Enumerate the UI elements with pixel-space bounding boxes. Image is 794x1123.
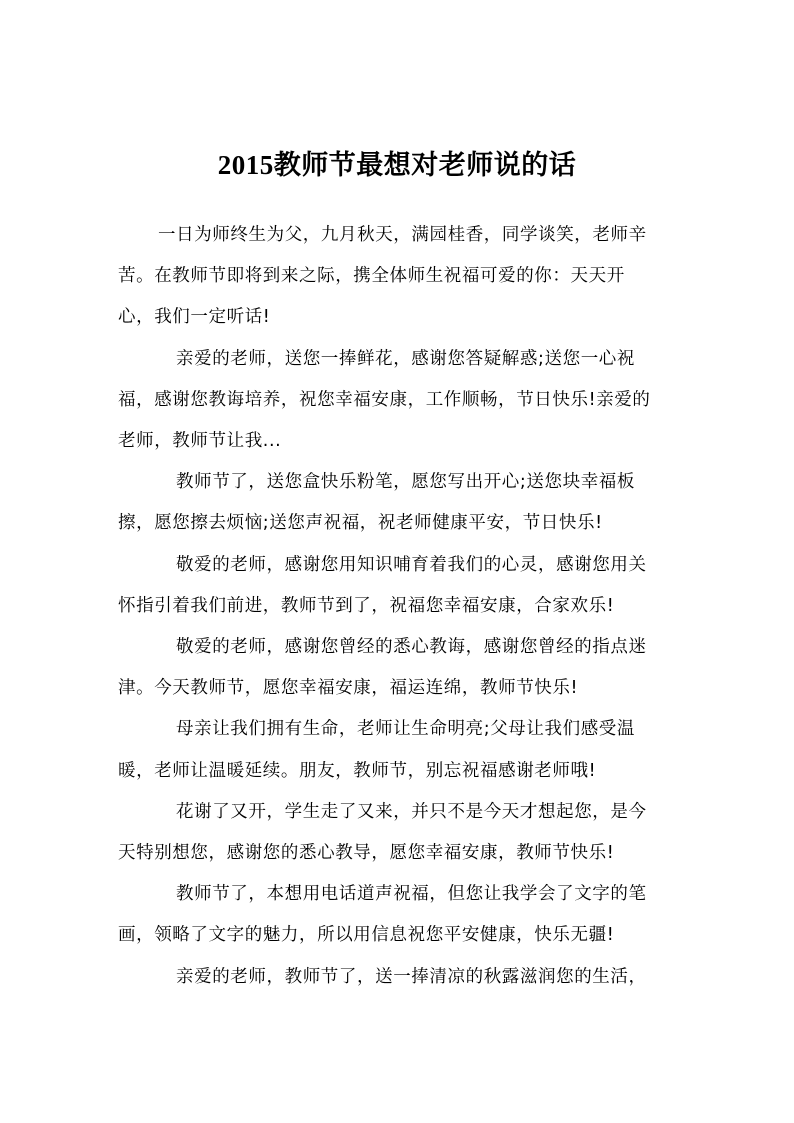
text-line: 福，感谢您教诲培养，祝您幸福安康，工作顺畅，节日快乐!亲爱的: [118, 389, 651, 410]
paragraph-9: [118, 957, 673, 998]
text-line: 心，我们一定听话!: [118, 307, 271, 328]
document-body: [118, 215, 673, 998]
text-line: 擦，愿您擦去烦恼;送您声祝福，祝老师健康平安，节日快乐!: [118, 513, 603, 534]
document-title: 2015教师节最想对老师说的话: [217, 150, 577, 180]
text-line: 暖，老师让温暖延续。朋友，教师节，别忘祝福感谢老师哦!: [118, 760, 597, 781]
text-line: 亲爱的老师，送您一捧鲜花，感谢您答疑解惑;送您一心祝: [176, 348, 635, 369]
text-line: 怀指引着我们前进，教师节到了，祝福您幸福安康，合家欢乐!: [118, 595, 615, 616]
paragraph-3: [118, 462, 673, 544]
text-line: 花谢了又开，学生走了又来，并只不是今天才想起您，是今: [176, 801, 647, 822]
text-line: 老师，教师节让我...: [118, 431, 282, 452]
text-line: 教师节了，本想用电话道声祝福，但您让我学会了文字的笔: [176, 884, 647, 905]
text-line: 亲爱的老师，教师节了，送一捧清凉的秋露滋润您的生活，: [176, 966, 647, 987]
paragraph-4: [118, 545, 673, 627]
text-line: 苦。在教师节即将到来之际，携全体师生祝福可爱的你：天天开: [118, 266, 625, 287]
text-line: 敬爱的老师，感谢您曾经的悉心教诲，感谢您曾经的指点迷: [176, 637, 647, 658]
text-line: 敬爱的老师，感谢您用知识哺育着我们的心灵，感谢您用关: [176, 554, 647, 575]
paragraph-8: [118, 874, 673, 956]
text-line: 教师节了，送您盒快乐粉笔，愿您写出开心;送您块幸福板: [176, 472, 635, 493]
text-line: 一日为师终生为父，九月秋天，满园桂香，同学谈笑，老师辛: [158, 225, 647, 245]
text-line: 画，领略了文字的魅力，所以用信息祝您平安健康，快乐无疆!: [118, 925, 615, 946]
paragraph-7: [118, 792, 673, 874]
text-line: 天特别想您，感谢您的悉心教导，愿您幸福安康，教师节快乐!: [118, 843, 615, 864]
paragraph-6: [118, 709, 673, 791]
paragraph-5: [118, 627, 673, 709]
paragraph-1: [118, 215, 673, 339]
paragraph-2: [118, 339, 673, 463]
text-line: 母亲让我们拥有生命，老师让生命明亮;父母让我们感受温: [176, 719, 635, 740]
text-line: 津。今天教师节，愿您幸福安康，福运连绵，教师节快乐!: [118, 678, 579, 699]
